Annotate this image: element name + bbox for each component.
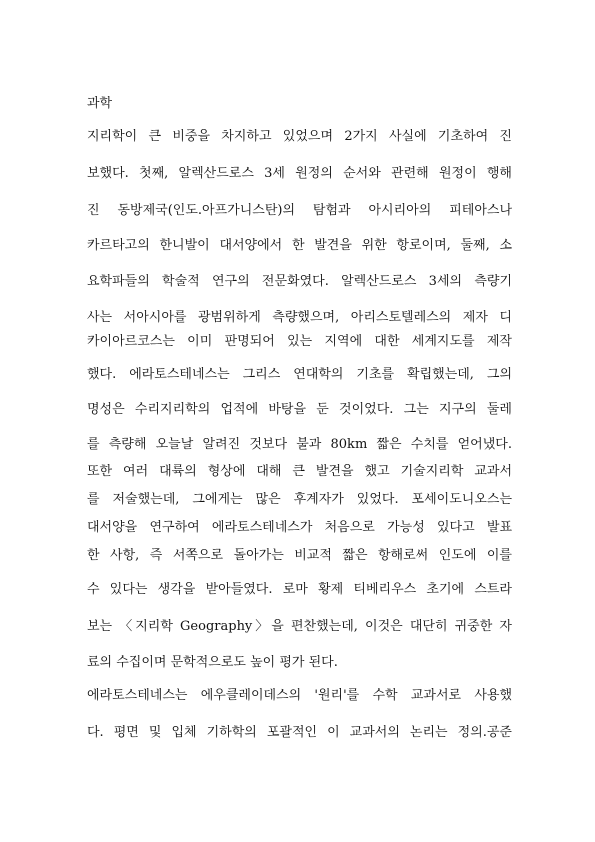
text-line: 했다. 에라토스테네스는 그리스 연대학의 기초를 확립했는데, 그의 xyxy=(87,367,512,382)
text-line: 대서양을 연구하여 에라토스테네스가 처음으로 가능성 있다고 발표 xyxy=(87,520,512,535)
text-line: 를 측량해 오늘날 알려진 것보다 불과 80km 짧은 수치를 얻어냈다. xyxy=(87,437,512,452)
text-line: 카이아르코스는 이미 판명되어 있는 지역에 대한 세계지도를 제작 xyxy=(87,334,512,349)
text-line: 보는 〈지리학 Geography〉을 편찬했는데, 이것은 대단히 귀중한 자 xyxy=(87,619,512,634)
text-line: 진 동방제국(인도.아프가니스탄)의 탐험과 아시리아의 피테아스나 xyxy=(87,203,512,218)
text-line: 료의 수집이며 문학적으로도 높이 평가 된다. xyxy=(87,655,338,670)
text-line: 또한 여러 대륙의 형상에 대해 큰 발견을 했고 기술지리학 교과서 xyxy=(87,464,512,479)
text-line: 한 사항, 즉 서쪽으로 돌아가는 비교적 짧은 항해로써 인도에 이를 xyxy=(87,548,512,563)
text-line: 보했다. 첫째, 알렉산드로스 3세 원정의 순서와 관련해 원정이 행해 xyxy=(87,166,512,181)
text-line: 를 저술했는데, 그에게는 많은 후계자가 있었다. 포세이도니오스는 xyxy=(87,492,512,507)
text-line: 다. 평면 및 입체 기하학의 포괄적인 이 교과서의 논리는 정의.공준 xyxy=(87,725,512,740)
text-line: 과학 xyxy=(87,96,113,111)
text-line: 수 있다는 생각을 받아들였다. 로마 황제 티베리우스 초기에 스트라 xyxy=(87,582,512,597)
text-line: 지리학이 큰 비중을 차지하고 있었으며 2가지 사실에 기초하여 진 xyxy=(87,129,512,144)
text-line: 명성은 수리지리학의 업적에 바탕을 둔 것이었다. 그는 지구의 둘레 xyxy=(87,402,512,417)
text-line: 요학파들의 학술적 연구의 전문화였다. 알렉산드로스 3세의 측량기 xyxy=(87,274,512,289)
text-line: 사는 서아시아를 광범위하게 측량했으며, 아리스토텔레스의 제자 디 xyxy=(87,310,512,325)
text-line: 에라토스테네스는 에우클레이데스의 '원리'를 수학 교과서로 사용했 xyxy=(87,688,512,703)
text-line: 카르타고의 한니발이 대서양에서 한 발견을 위한 항로이며, 둘째, 소 xyxy=(87,238,512,253)
